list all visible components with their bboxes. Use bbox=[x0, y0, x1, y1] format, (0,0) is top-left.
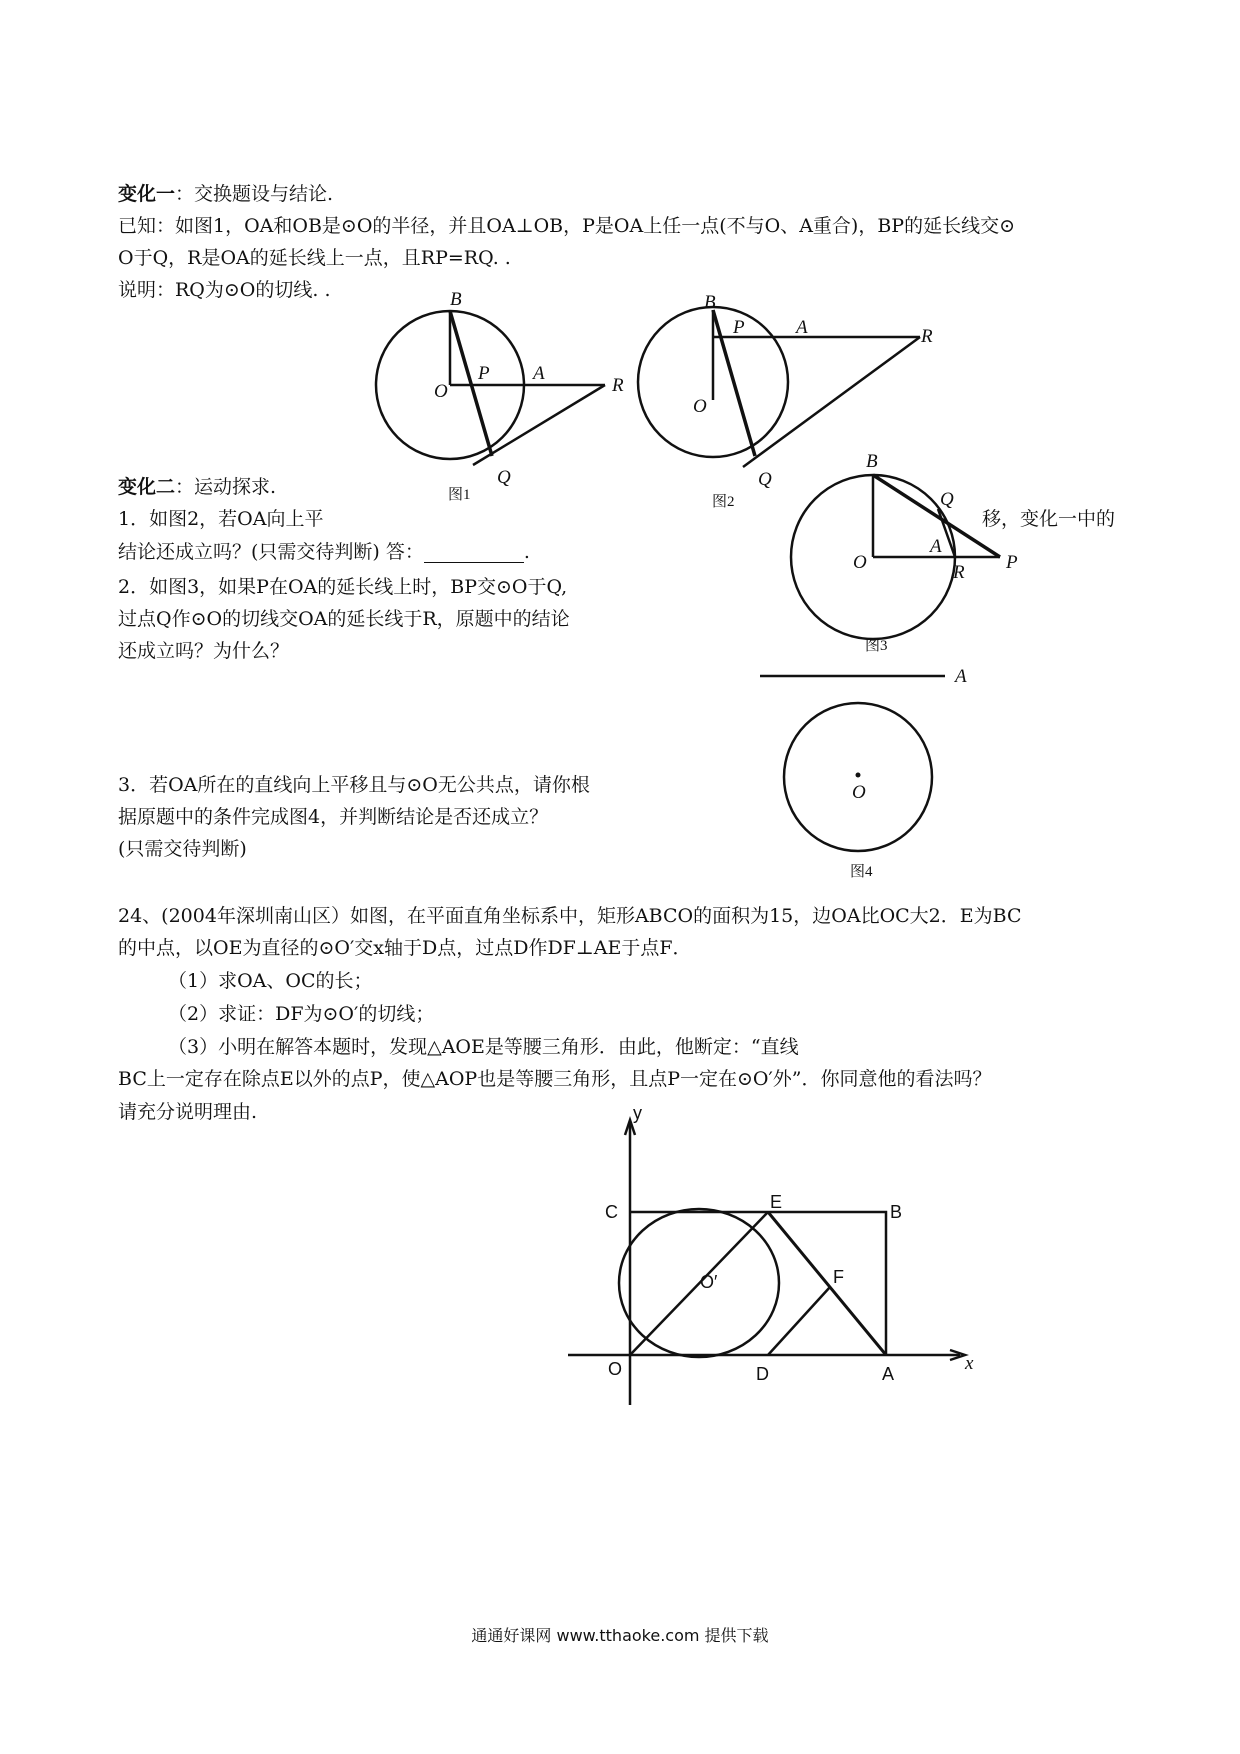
fig2-label-b: B bbox=[704, 292, 716, 313]
variation-one-title: 变化一 bbox=[118, 183, 176, 205]
q24-line3: BC上一定存在除点E以外的点P，使△AOP也是等腰三角形，且点P一定在⊙O′外”．你同意他的看法吗？ bbox=[118, 1068, 992, 1090]
q1-line1-tail: 移，变化一中的 bbox=[982, 508, 1116, 530]
variation-two-title: 变化二 bbox=[118, 476, 176, 498]
q2-line2: 过点Q作⊙O的切线交OA的延长线于R，原题中的结论 bbox=[118, 608, 570, 630]
line-ae bbox=[768, 1212, 886, 1355]
fig5-label-e: E bbox=[770, 1192, 783, 1212]
fig4-center-dot bbox=[856, 773, 861, 778]
q24-part1: （1）求OA、OC的长； bbox=[168, 970, 373, 992]
q2-line1: 2．如图3，如果P在OA的延长线上时，BP交⊙O于Q, bbox=[118, 576, 568, 598]
q24-line2: 的中点，以OE为直径的⊙O′交x轴于D点，过点D作DF⊥AE于点F． bbox=[118, 937, 692, 959]
q1-question: 结论还成立吗？(只需交待判断) 答： bbox=[118, 541, 424, 563]
fig3-caption: 图3 bbox=[865, 638, 888, 654]
q3-line1: 3．若OA所在的直线向上平移且与⊙O无公共点，请你根 bbox=[118, 774, 590, 796]
figure-3 bbox=[790, 450, 1030, 665]
fig2-label-a: A bbox=[796, 317, 808, 338]
fig5-label-f: F bbox=[833, 1267, 844, 1287]
fig1-caption: 图1 bbox=[448, 487, 471, 503]
fig5-label-d: D bbox=[756, 1364, 769, 1384]
q1-line2 bbox=[118, 539, 530, 565]
q3-line2: 据原题中的条件完成图4，并判断结论是否还成立？ bbox=[118, 806, 549, 828]
footer: 通通好课网 www.tthaoke.com 提供下载 bbox=[471, 1626, 769, 1645]
fig3-label-a: A bbox=[930, 536, 942, 557]
variation-one-given-line2: O于Q，R是OA的延长线上一点，且RP=RQ. . bbox=[118, 247, 511, 269]
fig1-label-p: P bbox=[478, 363, 490, 384]
q3-line3: (只需交待判断) bbox=[118, 838, 247, 860]
figure-4 bbox=[755, 660, 995, 885]
fig4-label-a: A bbox=[955, 666, 967, 687]
q24-part2: （2）求证：DF为⊙O′的切线； bbox=[168, 1003, 435, 1025]
fig3-label-r: R bbox=[953, 562, 965, 583]
fig5-label-x: x bbox=[965, 1353, 974, 1374]
q24-part3: （3）小明在解答本题时，发现△AOE是等腰三角形．由此，他断定：“直线 bbox=[168, 1036, 799, 1058]
variation-two-subtitle: ：运动探求. bbox=[175, 476, 277, 498]
q1-period: . bbox=[523, 541, 530, 563]
fig3-label-q: Q bbox=[940, 489, 954, 510]
q1-answer-blank[interactable] bbox=[424, 544, 524, 563]
fig4-caption: 图4 bbox=[850, 864, 873, 880]
fig2-tangent-rq bbox=[743, 337, 920, 467]
fig5-label-a: A bbox=[882, 1364, 895, 1384]
variation-two-heading bbox=[118, 474, 276, 500]
fig4-label-o: O bbox=[852, 782, 866, 803]
fig3-label-b: B bbox=[866, 451, 878, 472]
fig5-label-o-prime: O′ bbox=[700, 1272, 718, 1292]
fig3-label-p: P bbox=[1006, 552, 1018, 573]
fig5-label-y: y bbox=[633, 1103, 642, 1123]
fig2-label-p: P bbox=[733, 317, 745, 338]
fig5-label-o: O bbox=[608, 1359, 623, 1379]
fig1-label-a: A bbox=[533, 363, 545, 384]
figure-1 bbox=[370, 285, 630, 505]
fig5-label-b: B bbox=[890, 1202, 903, 1222]
fig1-label-o: O bbox=[434, 381, 448, 402]
fig1-label-q: Q bbox=[497, 467, 511, 488]
variation-one-explain: 说明：RQ为⊙O的切线. . bbox=[118, 279, 331, 301]
variation-one-given-line1: 已知：如图1，OA和OB是⊙O的半径，并且OA⊥OB，P是OA上任一点(不与O、A重合)，BP的延长线交⊙ bbox=[118, 215, 1016, 237]
variation-one-subtitle: ：交换题设与结论. bbox=[175, 183, 334, 205]
fig2-label-o: O bbox=[693, 396, 707, 417]
fig1-tangent-rq bbox=[473, 385, 605, 465]
q1-line1: 1．如图2，若OA向上平 bbox=[118, 508, 324, 530]
fig2-label-r: R bbox=[921, 326, 933, 347]
fig3-label-o: O bbox=[853, 552, 867, 573]
diameter-oe bbox=[630, 1212, 768, 1355]
fig1-label-r: R bbox=[612, 375, 624, 396]
fig5-label-c: C bbox=[605, 1202, 618, 1222]
q2-line3: 还成立吗？为什么？ bbox=[118, 640, 290, 662]
fig1-label-b: B bbox=[450, 289, 462, 310]
figure-coordinate bbox=[560, 1105, 1000, 1415]
fig2-label-q: Q bbox=[758, 469, 772, 490]
fig2-caption: 图2 bbox=[712, 494, 735, 510]
q24-line1: 24、(2004年深圳南山区）如图，在平面直角坐标系中，矩形ABCO的面积为15，边OA比OC大2．E为BC bbox=[118, 905, 1022, 927]
q24-line4: 请充分说明理由. bbox=[118, 1101, 258, 1123]
variation-one-heading bbox=[118, 181, 333, 207]
